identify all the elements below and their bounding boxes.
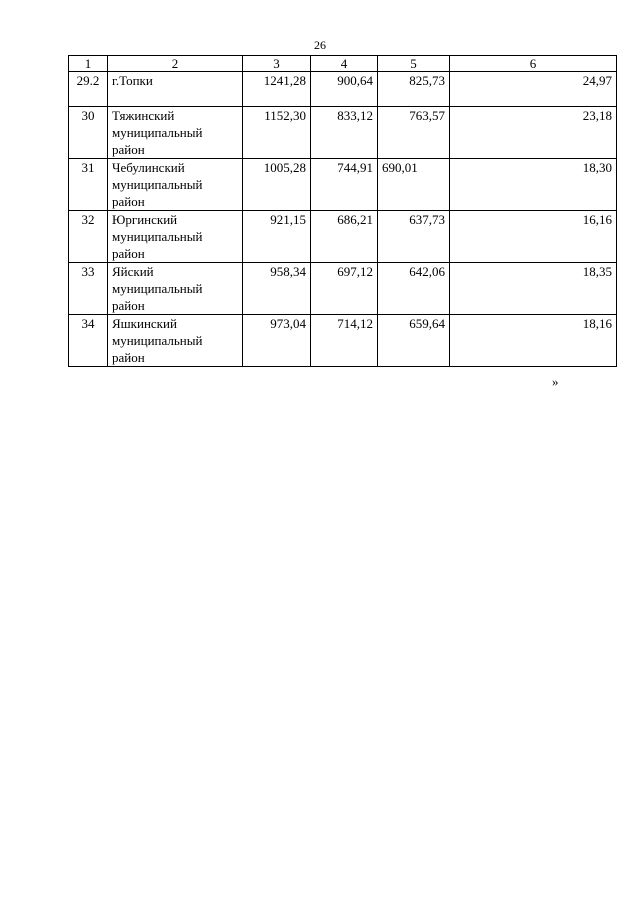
- value-col-5: 637,73: [378, 211, 450, 263]
- value-col-4: 744,91: [311, 159, 378, 211]
- value-col-4: 900,64: [311, 72, 378, 107]
- value-col-5: 690,01: [378, 159, 450, 211]
- column-header-5: 5: [378, 56, 450, 72]
- row-number: 33: [69, 263, 108, 315]
- district-name: [108, 211, 243, 263]
- district-name-line: Яшкинский: [112, 316, 177, 331]
- row-number: 31: [69, 159, 108, 211]
- column-header-4: 4: [311, 56, 378, 72]
- district-name-line: район: [112, 246, 145, 261]
- value-col-3: 1152,30: [243, 107, 311, 159]
- value-col-3: 1005,28: [243, 159, 311, 211]
- row-number: 34: [69, 315, 108, 367]
- value-col-4: 686,21: [311, 211, 378, 263]
- value-col-3: 958,34: [243, 263, 311, 315]
- row-number: 30: [69, 107, 108, 159]
- table-row: [69, 263, 617, 315]
- district-name-line: Яйский: [112, 264, 154, 279]
- header-row: [69, 56, 617, 72]
- table-row: [69, 211, 617, 263]
- value-col-4: 833,12: [311, 107, 378, 159]
- value-col-6: 18,16: [450, 315, 617, 367]
- district-name-line: муниципальный: [112, 333, 203, 348]
- district-name-line: район: [112, 142, 145, 157]
- row-number: 29.2: [69, 72, 108, 107]
- district-name-line: Юргинский: [112, 212, 178, 227]
- table-row: [69, 72, 617, 107]
- district-name: [108, 315, 243, 367]
- district-name: [108, 159, 243, 211]
- data-table: [68, 55, 617, 367]
- column-header-6: 6: [450, 56, 617, 72]
- district-name-line: район: [112, 298, 145, 313]
- value-col-6: 23,18: [450, 107, 617, 159]
- district-name-line: муниципальный: [112, 125, 203, 140]
- value-col-4: 697,12: [311, 263, 378, 315]
- row-number: 32: [69, 211, 108, 263]
- table-row: [69, 107, 617, 159]
- district-name: [108, 107, 243, 159]
- column-header-1: 1: [69, 56, 108, 72]
- district-name-line: район: [112, 350, 145, 365]
- table-row: [69, 315, 617, 367]
- value-col-3: 973,04: [243, 315, 311, 367]
- value-col-5: 763,57: [378, 107, 450, 159]
- value-col-3: 1241,28: [243, 72, 311, 107]
- district-name-line: г.Топки: [112, 73, 153, 88]
- district-name: [108, 72, 243, 107]
- value-col-6: 16,16: [450, 211, 617, 263]
- table-row: [69, 159, 617, 211]
- value-col-5: 659,64: [378, 315, 450, 367]
- closing-quote-mark: »: [552, 374, 559, 389]
- value-col-6: 18,30: [450, 159, 617, 211]
- district-name: [108, 263, 243, 315]
- value-col-5: 825,73: [378, 72, 450, 107]
- district-name-line: муниципальный: [112, 177, 203, 192]
- page-number: 26: [314, 38, 326, 52]
- value-col-6: 18,35: [450, 263, 617, 315]
- value-col-4: 714,12: [311, 315, 378, 367]
- district-name-line: район: [112, 194, 145, 209]
- district-name-line: муниципальный: [112, 229, 203, 244]
- column-header-3: 3: [243, 56, 311, 72]
- district-name-line: муниципальный: [112, 281, 203, 296]
- column-header-2: 2: [108, 56, 243, 72]
- value-col-5: 642,06: [378, 263, 450, 315]
- value-col-6: 24,97: [450, 72, 617, 107]
- district-name-line: Чебулинский: [112, 160, 185, 175]
- district-name-line: Тяжинский: [112, 108, 175, 123]
- value-col-3: 921,15: [243, 211, 311, 263]
